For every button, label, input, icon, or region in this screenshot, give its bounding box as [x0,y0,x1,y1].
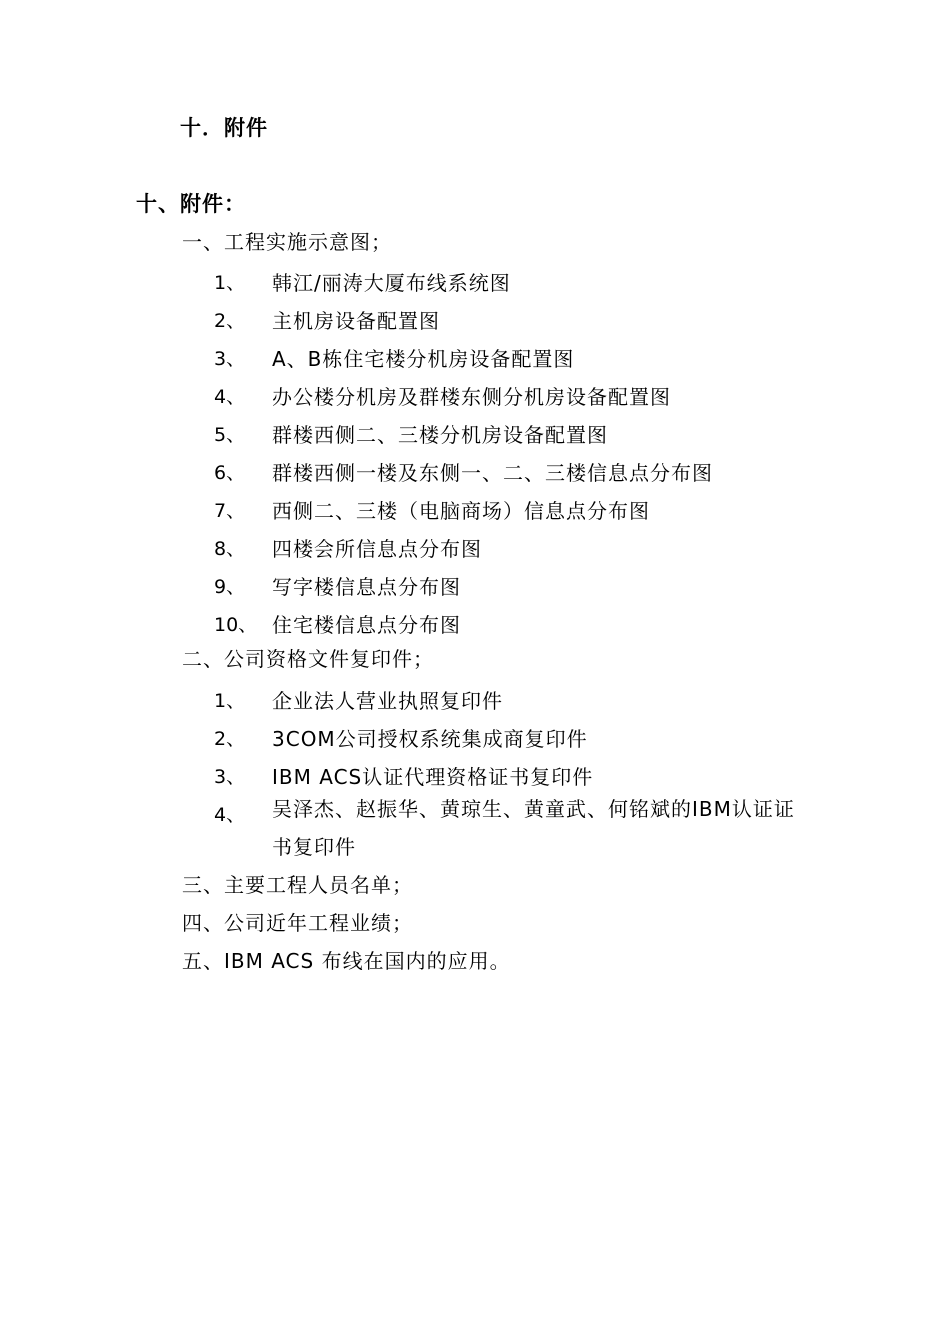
list-item-text: 群楼西侧一楼及东侧一、二、三楼信息点分布图 [272,461,713,485]
summary-line: 五、IBM ACS 布线在国内的应用。 [182,949,511,973]
list-item-number: 8、 [214,538,246,560]
list-item-text: 3COM公司授权系统集成商复印件 [272,727,588,751]
list-item-text: 西侧二、三楼（电脑商场）信息点分布图 [272,499,650,523]
list-item-number: 1、 [214,690,246,712]
list-item-number: 2、 [214,310,246,332]
list-item-number: 4、 [214,386,246,408]
page-heading: 十．附件 [180,116,268,140]
list-item-number: 1、 [214,272,246,294]
list-item-text: 韩江/丽涛大厦布线系统图 [272,271,511,295]
list-item-text: 群楼西侧二、三楼分机房设备配置图 [272,423,608,447]
list-item-text: 主机房设备配置图 [272,309,440,333]
list-item-text: 住宅楼信息点分布图 [272,613,461,637]
summary-line: 三、主要工程人员名单； [182,873,413,897]
list-item-text: 企业法人营业执照复印件 [272,689,503,713]
list-item-number: 10、 [214,614,258,636]
list-item-text: IBM ACS认证代理资格证书复印件 [272,765,594,789]
list-item-number: 4、 [214,804,246,826]
summary-line: 四、公司近年工程业绩； [182,911,413,935]
section-title: 十、附件： [136,192,246,216]
list-item-text: 四楼会所信息点分布图 [272,537,482,561]
list-item-text: A、B栋住宅楼分机房设备配置图 [272,347,575,371]
list-item-number: 3、 [214,766,246,788]
list-item-number: 5、 [214,424,246,446]
list-item-text: 写字楼信息点分布图 [272,575,461,599]
list-item-text: 办公楼分机房及群楼东侧分机房设备配置图 [272,385,671,409]
list-item-number: 6、 [214,462,246,484]
group-label: 一、工程实施示意图； [182,230,392,254]
list-item-text: 吴泽杰、赵振华、黄琼生、黄童武、何铭斌的IBM认证证书复印件 [272,797,795,859]
list-item-number: 7、 [214,500,246,522]
list-item-number: 3、 [214,348,246,370]
list-item-number: 2、 [214,728,246,750]
group-label: 二、公司资格文件复印件； [182,647,434,671]
list-item-number: 9、 [214,576,246,598]
